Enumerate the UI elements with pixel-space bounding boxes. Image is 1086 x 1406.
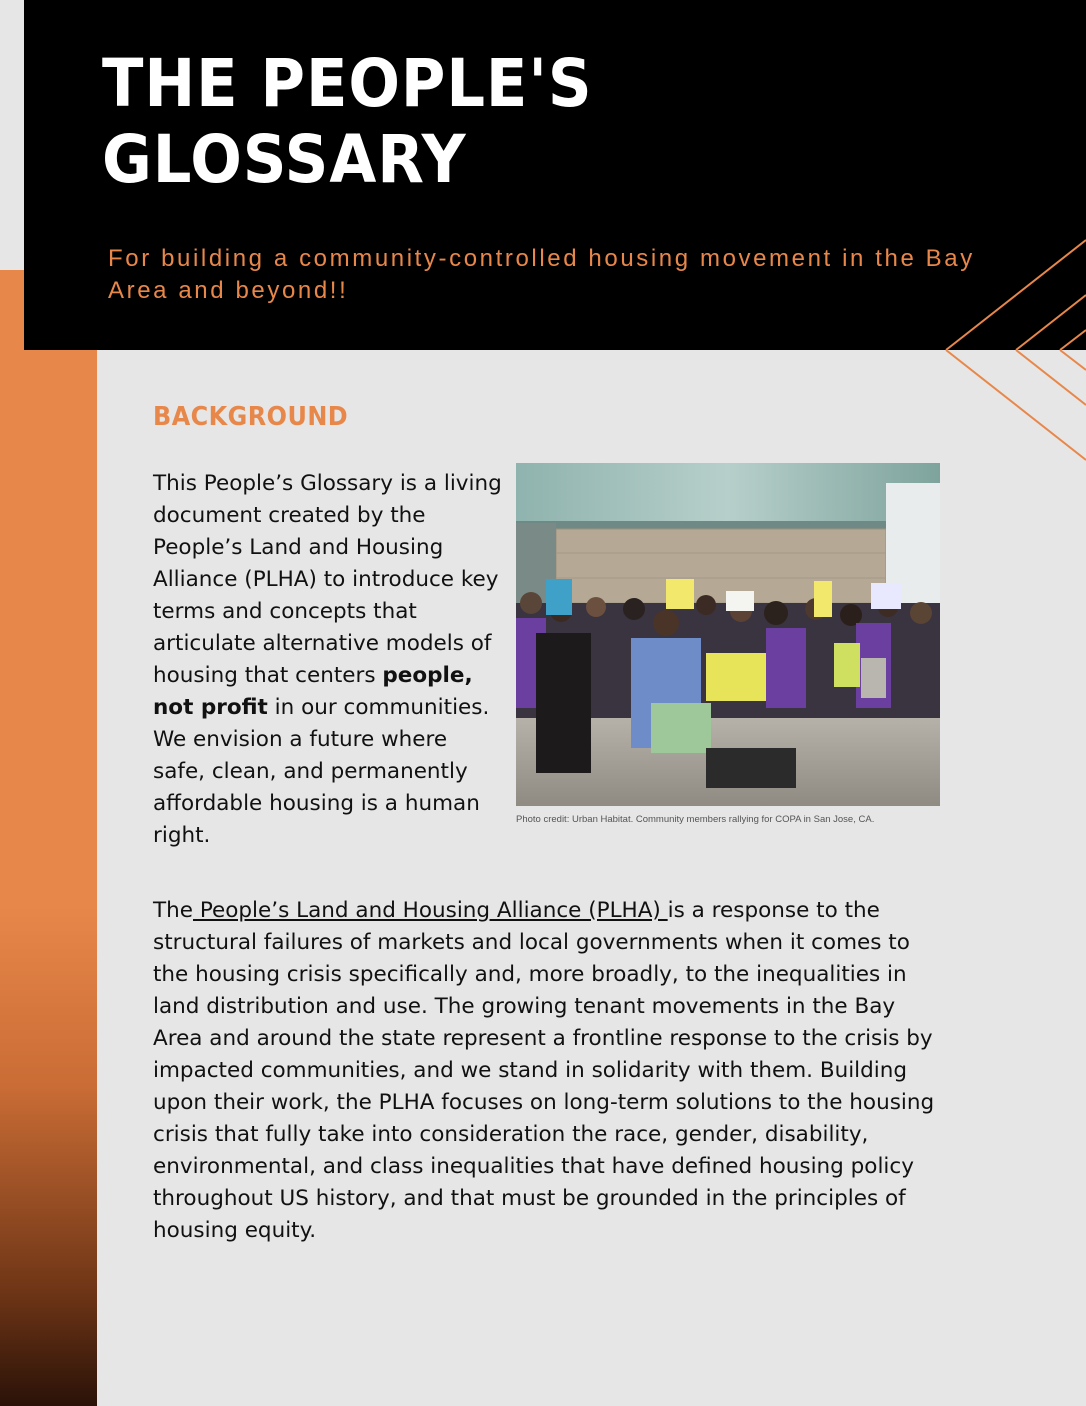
plha-link[interactable]: People’s Land and Housing Alliance (PLHA) (193, 898, 668, 923)
intro-paragraph (153, 468, 503, 852)
deco-line (1060, 350, 1086, 370)
intro-text: This People’s Glossary is a living document created by the People’s Land and Housing Alliance (PLHA) to introduce key terms and concepts that articulate alternative models of housing that centers (153, 471, 502, 688)
deco-line (946, 350, 1086, 460)
photo-caption: Photo credit: Urban Habitat. Community members rallying for COPA in San Jose, CA. (516, 814, 875, 825)
orange-side-bar (0, 270, 97, 1406)
page-title: THE PEOPLE'S GLOSSARY (102, 45, 593, 198)
header-banner (24, 0, 1086, 350)
section-heading: BACKGROUND (153, 402, 349, 432)
intro-bold-text: people, not profit (153, 663, 473, 720)
page-subtitle: For building a community-controlled housing movement in the Bay Area and beyond!! (108, 245, 975, 304)
paragraph-text: is a response to the structural failures of markets and local governments when it comes to the housing crisis specifically and, more broadly, to the inequalities in land distribution and use. The growing tenant movements in the Bay Area and around the state represent a frontline response to the crisis by impacted communities, and we stand in solidarity with them. Building upon their work, the PLHA focuses on long-term solutions to the housing crisis that fully take into consideration the race, gender, disability, environmental, and class inequalities that have defined housing policy throughout US history, and that must be grounded in the principles of housing equity. (153, 898, 935, 1243)
paragraph-lead: The (153, 898, 193, 923)
photo-figure (516, 463, 940, 825)
rally-photo (516, 463, 940, 806)
deco-line (1016, 350, 1086, 405)
body-paragraph (153, 895, 943, 1247)
intro-text-end: in our communities. We envision a future where safe, clean, and permanently affordable housing is a human right. (153, 695, 490, 848)
